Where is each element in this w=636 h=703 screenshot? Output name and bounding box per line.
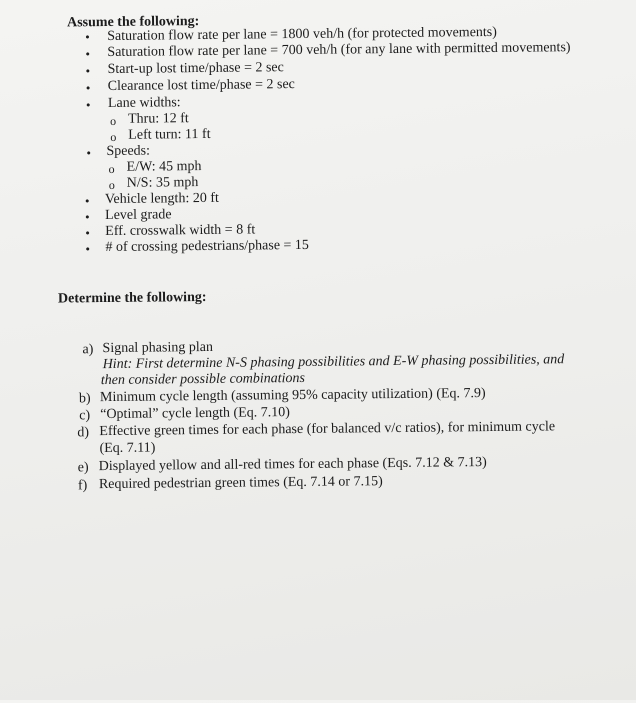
bullet-icon: • [85, 63, 91, 79]
assume-heading: Assume the following: [67, 14, 200, 31]
bullet-icon: • [84, 193, 90, 209]
item-d-text-cont: (Eq. 7.11) [99, 440, 156, 457]
speeds-text: Speeds: [106, 143, 151, 160]
saturation-protected-text: Saturation flow rate per lane = 1800 veh/h (for protected movements) [107, 24, 497, 45]
bullet-icon: • [85, 97, 91, 113]
hint-line-1: Hint: First determine N-S phasing possibilities and E-W phasing possibilities, and [102, 352, 565, 373]
vehicle-length-text: Vehicle length: 20 ft [104, 190, 219, 208]
sub-bullet-icon: o [108, 177, 115, 192]
speed-ew-text: E/W: 45 mph [126, 159, 202, 175]
lane-width-thru-text: Thru: 12 ft [128, 111, 189, 127]
lane-width-left-turn-text: Left turn: 11 ft [128, 126, 211, 143]
bullet-icon: • [85, 241, 91, 257]
item-e-text: Displayed yellow and all-red times for each phase (Eqs. 7.12 & 7.13) [98, 455, 487, 475]
startup-lost-time-text: Start-up lost time/phase = 2 sec [107, 60, 284, 78]
sub-bullet-icon: o [110, 113, 117, 128]
bullet-icon: • [85, 209, 90, 225]
bullet-icon: • [85, 80, 91, 96]
lane-widths-text: Lane widths: [107, 95, 181, 112]
hint-line-2: then consider possible combinations [100, 370, 306, 389]
bullet-icon: • [86, 145, 92, 161]
item-label-e: e) [77, 460, 89, 476]
item-label-b: b) [78, 391, 91, 407]
crosswalk-width-text: Eff. crosswalk width = 8 ft [105, 222, 256, 240]
item-label-c: c) [79, 408, 91, 424]
item-b-text: Minimum cycle length (assuming 95% capacity utilization) (Eq. 7.9) [99, 386, 486, 406]
level-grade-text: Level grade [105, 207, 172, 224]
saturation-permitted-text: Saturation flow rate per lane = 700 veh/h (for any lane with permitted movements) [107, 40, 571, 61]
item-d-text: Effective green times for each phase (for balanced v/c ratios), for minimum cycle [99, 419, 556, 440]
item-a-text: Signal phasing plan [102, 339, 214, 357]
clearance-lost-time-text: Clearance lost time/phase = 2 sec [107, 77, 295, 95]
bullet-icon: • [85, 225, 90, 241]
bullet-icon: • [85, 46, 91, 62]
item-label-d: d) [77, 425, 90, 441]
item-f-text: Required pedestrian green times (Eq. 7.14 or 7.15) [98, 474, 383, 493]
crossing-pedestrians-text: # of crossing pedestrians/phase = 15 [105, 237, 309, 256]
bullet-icon: • [85, 29, 90, 45]
sub-bullet-icon: o [110, 129, 117, 144]
item-label-f: f) [77, 478, 88, 494]
item-c-text: “Optimal” cycle length (Eq. 7.10) [100, 405, 290, 423]
item-label-a: a) [82, 342, 94, 358]
speed-ns-text: N/S: 35 mph [126, 175, 199, 191]
determine-heading: Determine the following: [57, 289, 207, 307]
sub-bullet-icon: o [108, 161, 115, 176]
